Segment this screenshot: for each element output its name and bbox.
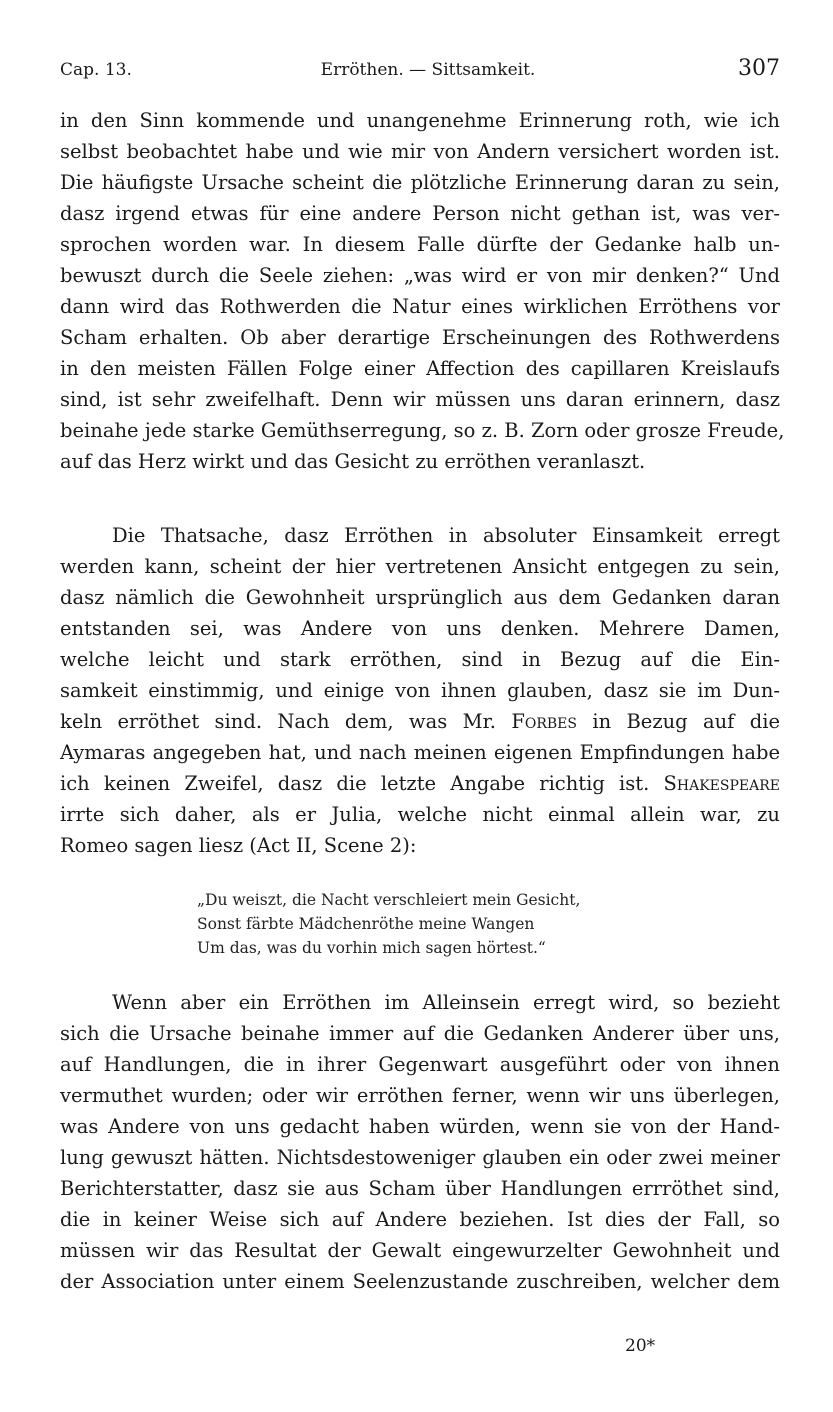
text-segment: in Bezug auf die xyxy=(592,710,781,733)
text-line: Scham erhalten. Ob aber derartige Erscheinungen des Rothwerdens xyxy=(60,326,780,349)
verse-line: Um das, was du vorhin mich sagen hörtest.“ xyxy=(197,939,546,957)
chapter-label: Cap. 13. xyxy=(60,60,132,80)
paragraph-1 xyxy=(60,105,785,477)
text-line: dann wird das Rothwerden die Natur eines wirklichen Erröthens vor xyxy=(60,295,780,318)
text-line: Die häufigste Ursache scheint die plötzliche Erinnerung daran zu sein, xyxy=(60,171,780,194)
text-line: dasz irgend etwas für eine andere Person nicht gethan ist, was ver- xyxy=(60,202,780,225)
text-line: der Association unter einem Seelenzustande zuschreiben, welcher dem xyxy=(60,1270,780,1293)
verse-line: „Du weiszt, die Nacht verschleiert mein Gesicht, xyxy=(197,891,581,909)
text-line: Aymaras angegeben hat, und nach meinen eigenen Empfindungen habe xyxy=(60,741,780,764)
text-segment: ich keinen Zweifel, dasz die letzte Angabe richtig ist. xyxy=(60,772,650,795)
author-name: Forbes xyxy=(511,710,577,733)
text-line: bewuszt durch die Seele ziehen: „was wird er von mir denken?“ Und xyxy=(60,264,780,287)
text-line: Berichterstatter, dasz sie aus Scham über Handlungen errröthet sind, xyxy=(60,1177,780,1200)
text-segment: keln erröthet sind. Nach dem, was Mr. xyxy=(60,710,496,733)
text-line: entstanden sei, was Andere von uns denken. Mehrere Damen, xyxy=(60,617,780,640)
running-title: Erröthen. — Sittsamkeit. xyxy=(320,60,536,80)
text-line: sich die Ursache beinahe immer auf die Gedanken Anderer über uns, xyxy=(60,1022,780,1045)
verse-quotation xyxy=(197,888,637,960)
running-header xyxy=(60,56,780,86)
text-line: Die Thatsache, dasz Erröthen in absoluter Einsamkeit erregt xyxy=(112,524,780,547)
text-line: sind, ist sehr zweifelhaft. Denn wir müssen uns daran erinnern, dasz xyxy=(60,388,780,411)
text-line: samkeit einstimmig, und einige von ihnen glauben, dasz sie im Dun- xyxy=(60,679,780,702)
text-line: welche leicht und stark erröthen, sind in Bezug auf die Ein- xyxy=(60,648,780,671)
text-line: auf Handlungen, die in ihrer Gegenwart ausgeführt oder von ihnen xyxy=(60,1053,780,1076)
text-line: irrte sich daher, als er Julia, welche nicht einmal allein war, zu xyxy=(60,803,780,826)
text-line xyxy=(60,768,780,799)
text-line: Romeo sagen liesz (Act II, Scene 2): xyxy=(60,834,417,857)
verse-line: Sonst färbte Mädchenröthe meine Wangen xyxy=(197,915,535,933)
text-line: dasz nämlich die Gewohnheit ursprünglich aus dem Gedanken daran xyxy=(60,586,780,609)
printer-signature-mark: 20* xyxy=(625,1336,656,1356)
text-line: selbst beobachtet habe und wie mir von Andern versichert worden ist. xyxy=(60,140,780,163)
text-line: werden kann, scheint der hier vertretenen Ansicht entgegen zu sein, xyxy=(60,555,780,578)
text-line xyxy=(60,706,780,737)
text-line: Wenn aber ein Erröthen im Alleinsein erregt wird, so bezieht xyxy=(112,991,780,1014)
text-line: vermuthet wurden; oder wir erröthen ferner, wenn wir uns überlegen, xyxy=(60,1084,780,1107)
paragraph-3 xyxy=(60,987,780,1297)
text-line: in den Sinn kommende und unangenehme Erinnerung roth, wie ich xyxy=(60,109,780,132)
text-line: was Andere von uns gedacht haben würden, wenn sie von der Hand- xyxy=(60,1115,780,1138)
text-line: müssen wir das Resultat der Gewalt eingewurzelter Gewohnheit und xyxy=(60,1239,780,1262)
text-line: lung gewuszt hätten. Nichtsdestoweniger glauben ein oder zwei meiner xyxy=(60,1146,780,1169)
text-line: in den meisten Fällen Folge einer Affection des capillaren Kreislaufs xyxy=(60,357,780,380)
page-number: 307 xyxy=(738,56,780,81)
text-line: sprochen worden war. In diesem Falle dürfte der Gedanke halb un- xyxy=(60,233,780,256)
paragraph-2 xyxy=(60,520,780,861)
author-name: Shakespeare xyxy=(663,772,780,795)
text-line: auf das Herz wirkt und das Gesicht zu erröthen veranlaszt. xyxy=(60,450,646,473)
text-line: die in keiner Weise sich auf Andere beziehen. Ist dies der Fall, so xyxy=(60,1208,780,1231)
text-line: beinahe jede starke Gemüthserregung, so z. B. Zorn oder grosze Freude, xyxy=(60,419,785,442)
